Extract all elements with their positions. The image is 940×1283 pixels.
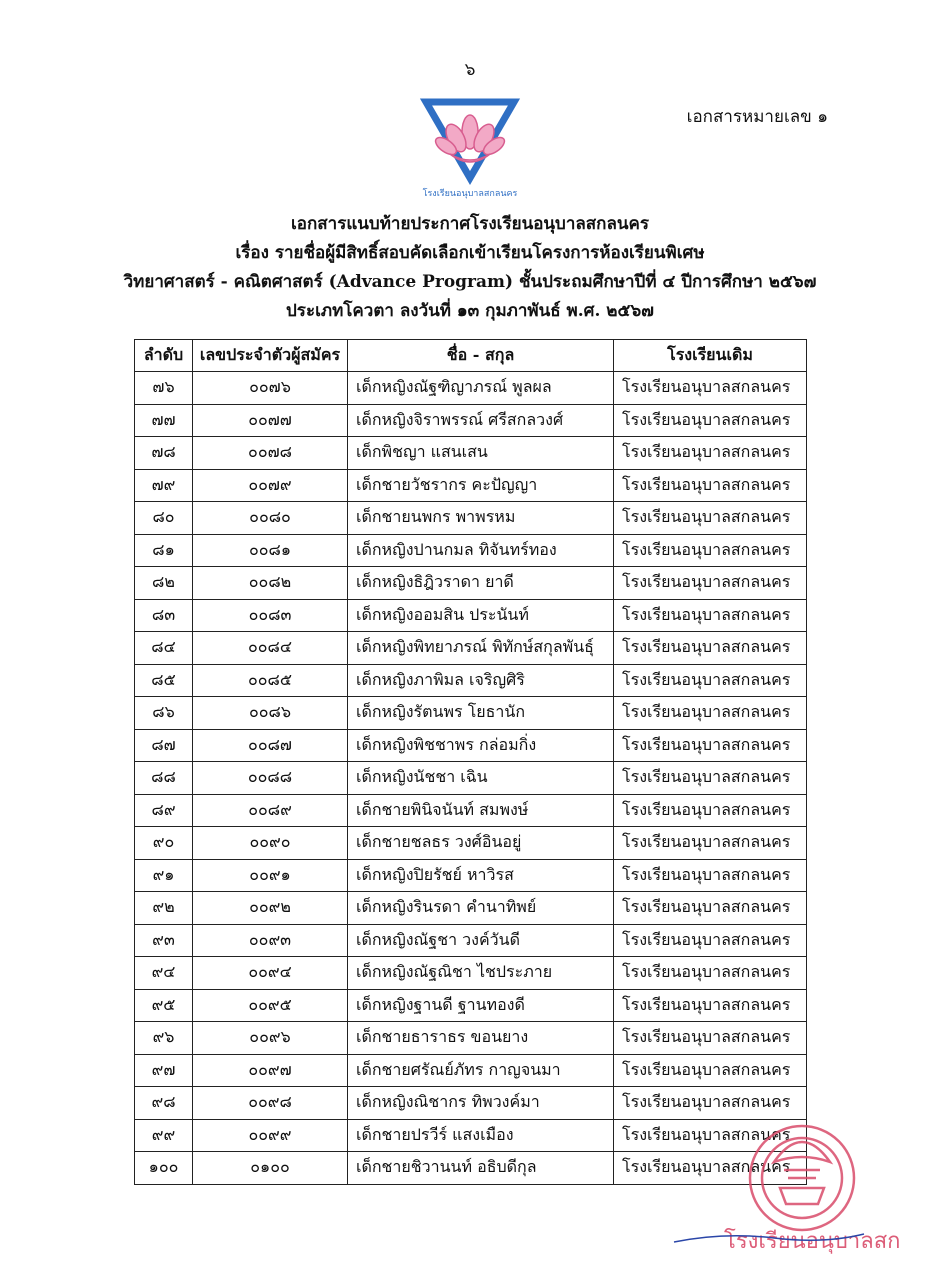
cell-order: ๘๕ <box>135 664 193 697</box>
document-reference: เอกสารหมายเลข ๑ <box>686 107 828 127</box>
cell-full-name: เด็กหญิงณิชากร ทิพวงค์มา <box>348 1087 614 1120</box>
cell-applicant-id: ๐๐๘๖ <box>193 697 348 730</box>
cell-previous-school: โรงเรียนอนุบาลสกลนคร <box>614 859 807 892</box>
column-header-applicant-id: เลขประจำตัวผู้สมัคร <box>193 340 348 372</box>
cell-previous-school: โรงเรียนอนุบาลสกลนคร <box>614 534 807 567</box>
cell-order: ๗๘ <box>135 437 193 470</box>
cell-previous-school: โรงเรียนอนุบาลสกลนคร <box>614 1119 807 1152</box>
cell-order: ๙๐ <box>135 827 193 860</box>
cell-full-name: เด็กพิชญา แสนเสน <box>348 437 614 470</box>
cell-full-name: เด็กหญิงนัชชา เฉิน <box>348 762 614 795</box>
cell-applicant-id: ๐๐๙๙ <box>193 1119 348 1152</box>
cell-order: ๙๖ <box>135 1022 193 1055</box>
applicant-table <box>134 339 807 1185</box>
table-row <box>135 599 807 632</box>
cell-previous-school: โรงเรียนอนุบาลสกลนคร <box>614 827 807 860</box>
cell-order: ๘๑ <box>135 534 193 567</box>
table-row <box>135 469 807 502</box>
cell-full-name: เด็กหญิงปิยรัชย์ หาวิรส <box>348 859 614 892</box>
cell-applicant-id: ๐๑๐๐ <box>193 1152 348 1185</box>
header-line-3: วิทยาศาสตร์ - คณิตศาสตร์ (Advance Program) ชั้นประถมศึกษาปีที่ ๔ ปีการศึกษา ๒๕๖๗ <box>123 272 817 292</box>
cell-full-name: เด็กหญิงพิชชาพร กล่อมกิ่ง <box>348 729 614 762</box>
cell-applicant-id: ๐๐๙๒ <box>193 892 348 925</box>
cell-order: ๙๘ <box>135 1087 193 1120</box>
cell-order: ๙๗ <box>135 1054 193 1087</box>
cell-applicant-id: ๐๐๘๓ <box>193 599 348 632</box>
cell-applicant-id: ๐๐๗๙ <box>193 469 348 502</box>
cell-previous-school: โรงเรียนอนุบาลสกลนคร <box>614 924 807 957</box>
cell-previous-school: โรงเรียนอนุบาลสกลนคร <box>614 567 807 600</box>
cell-full-name: เด็กหญิงรัตนพร โยธานัก <box>348 697 614 730</box>
cell-applicant-id: ๐๐๙๗ <box>193 1054 348 1087</box>
cell-previous-school: โรงเรียนอนุบาลสกลนคร <box>614 632 807 665</box>
cell-applicant-id: ๐๐๘๔ <box>193 632 348 665</box>
cell-previous-school: โรงเรียนอนุบาลสกลนคร <box>614 957 807 990</box>
table-row <box>135 1022 807 1055</box>
column-header-previous-school: โรงเรียนเดิม <box>614 340 807 372</box>
table-row <box>135 827 807 860</box>
cell-full-name: เด็กหญิงภาพิมล เจริญศิริ <box>348 664 614 697</box>
cell-previous-school: โรงเรียนอนุบาลสกลนคร <box>614 762 807 795</box>
cell-full-name: เด็กหญิงณัฐณิชา ไชประภาย <box>348 957 614 990</box>
column-header-order: ลำดับ <box>135 340 193 372</box>
table-row <box>135 1087 807 1120</box>
seal-text: โรงเรียนอนุบาลสก <box>724 1229 901 1254</box>
cell-previous-school: โรงเรียนอนุบาลสกลนคร <box>614 664 807 697</box>
cell-full-name: เด็กชายศรัณย์ภัทร กาญจนมา <box>348 1054 614 1087</box>
cell-applicant-id: ๐๐๘๘ <box>193 762 348 795</box>
header-line-2: เรื่อง รายชื่อผู้มีสิทธิ์สอบคัดเลือกเข้าเรียนโครงการห้องเรียนพิเศษ <box>235 243 705 263</box>
school-logo-icon <box>420 96 520 206</box>
cell-applicant-id: ๐๐๗๘ <box>193 437 348 470</box>
official-seal-icon <box>714 1092 901 1256</box>
cell-previous-school: โรงเรียนอนุบาลสกลนคร <box>614 599 807 632</box>
table-row <box>135 567 807 600</box>
cell-order: ๘๒ <box>135 567 193 600</box>
document-header <box>0 210 940 326</box>
header-line-4: ประเภทโควตา ลงวันที่ ๑๓ กุมภาพันธ์ พ.ศ. ๒๕๖๗ <box>286 301 654 321</box>
cell-order: ๘๙ <box>135 794 193 827</box>
cell-order: ๘๗ <box>135 729 193 762</box>
cell-full-name: เด็กหญิงณัฐชา วงค์วันดี <box>348 924 614 957</box>
cell-order: ๙๒ <box>135 892 193 925</box>
cell-order: ๘๘ <box>135 762 193 795</box>
cell-applicant-id: ๐๐๙๓ <box>193 924 348 957</box>
cell-previous-school: โรงเรียนอนุบาลสกลนคร <box>614 502 807 535</box>
cell-previous-school: โรงเรียนอนุบาลสกลนคร <box>614 892 807 925</box>
cell-order: ๘๔ <box>135 632 193 665</box>
cell-full-name: เด็กชายนพกร พาพรหม <box>348 502 614 535</box>
column-header-full-name: ชื่อ - สกุล <box>348 340 614 372</box>
cell-full-name: เด็กหญิงรินรดา คำนาทิพย์ <box>348 892 614 925</box>
cell-full-name: เด็กชายชิวานนท์ อธิบดีกุล <box>348 1152 614 1185</box>
table-row <box>135 762 807 795</box>
table-row <box>135 502 807 535</box>
cell-applicant-id: ๐๐๙๐ <box>193 827 348 860</box>
cell-full-name: เด็กชายพินิจนันท์ สมพงษ์ <box>348 794 614 827</box>
cell-full-name: เด็กหญิงฐานดี ฐานทองดี <box>348 989 614 1022</box>
cell-previous-school: โรงเรียนอนุบาลสกลนคร <box>614 1087 807 1120</box>
cell-full-name: เด็กชายวัชรากร คะปัญญา <box>348 469 614 502</box>
cell-previous-school: โรงเรียนอนุบาลสกลนคร <box>614 794 807 827</box>
cell-order: ๗๗ <box>135 404 193 437</box>
cell-previous-school: โรงเรียนอนุบาลสกลนคร <box>614 1054 807 1087</box>
table-row <box>135 892 807 925</box>
table-row <box>135 794 807 827</box>
table-row <box>135 1054 807 1087</box>
table-row <box>135 372 807 405</box>
cell-previous-school: โรงเรียนอนุบาลสกลนคร <box>614 437 807 470</box>
cell-order: ๘๖ <box>135 697 193 730</box>
page-number: ๖ <box>464 60 476 80</box>
cell-applicant-id: ๐๐๙๖ <box>193 1022 348 1055</box>
table-row <box>135 1119 807 1152</box>
cell-order: ๙๕ <box>135 989 193 1022</box>
cell-previous-school: โรงเรียนอนุบาลสกลนคร <box>614 404 807 437</box>
table-row <box>135 534 807 567</box>
cell-full-name: เด็กหญิงจิราพรรณ์ ศรีสกลวงศ์ <box>348 404 614 437</box>
cell-full-name: เด็กชายธาราธร ขอนยาง <box>348 1022 614 1055</box>
table-row <box>135 957 807 990</box>
cell-full-name: เด็กหญิงออมสิน ประนันท์ <box>348 599 614 632</box>
cell-previous-school: โรงเรียนอนุบาลสกลนคร <box>614 469 807 502</box>
cell-full-name: เด็กหญิงพิทยาภรณ์ พิทักษ์สกุลพันธุ์ <box>348 632 614 665</box>
table-row <box>135 924 807 957</box>
cell-previous-school: โรงเรียนอนุบาลสกลนคร <box>614 697 807 730</box>
cell-applicant-id: ๐๐๗๗ <box>193 404 348 437</box>
cell-applicant-id: ๐๐๘๕ <box>193 664 348 697</box>
cell-full-name: เด็กชายชลธร วงศ์อินอยู่ <box>348 827 614 860</box>
table-row <box>135 404 807 437</box>
cell-applicant-id: ๐๐๘๗ <box>193 729 348 762</box>
cell-order: ๘๓ <box>135 599 193 632</box>
cell-full-name: เด็กหญิงธิฎิวราดา ยาดี <box>348 567 614 600</box>
cell-full-name: เด็กหญิงณัฐฑิญาภรณ์ พูลผล <box>348 372 614 405</box>
cell-applicant-id: ๐๐๙๕ <box>193 989 348 1022</box>
cell-applicant-id: ๐๐๗๖ <box>193 372 348 405</box>
cell-applicant-id: ๐๐๘๙ <box>193 794 348 827</box>
cell-order: ๙๓ <box>135 924 193 957</box>
table-row <box>135 632 807 665</box>
logo-text: โรงเรียนอนุบาลสกลนคร <box>422 189 518 199</box>
table-header-row <box>135 340 807 372</box>
cell-applicant-id: ๐๐๘๒ <box>193 567 348 600</box>
cell-previous-school: โรงเรียนอนุบาลสกลนคร <box>614 1152 807 1185</box>
table-row <box>135 859 807 892</box>
cell-previous-school: โรงเรียนอนุบาลสกลนคร <box>614 989 807 1022</box>
cell-applicant-id: ๐๐๙๘ <box>193 1087 348 1120</box>
table-row <box>135 664 807 697</box>
cell-full-name: เด็กหญิงปานกมล ทิจันทร์ทอง <box>348 534 614 567</box>
cell-applicant-id: ๐๐๙๔ <box>193 957 348 990</box>
cell-order: ๗๖ <box>135 372 193 405</box>
table-row <box>135 989 807 1022</box>
table-row <box>135 729 807 762</box>
cell-order: ๗๙ <box>135 469 193 502</box>
cell-applicant-id: ๐๐๘๐ <box>193 502 348 535</box>
cell-order: ๙๔ <box>135 957 193 990</box>
cell-order: ๙๑ <box>135 859 193 892</box>
cell-previous-school: โรงเรียนอนุบาลสกลนคร <box>614 372 807 405</box>
cell-previous-school: โรงเรียนอนุบาลสกลนคร <box>614 1022 807 1055</box>
table-row <box>135 1152 807 1185</box>
table-row <box>135 697 807 730</box>
cell-applicant-id: ๐๐๘๑ <box>193 534 348 567</box>
table-row <box>135 437 807 470</box>
cell-full-name: เด็กชายปรวีร์ แสงเมือง <box>348 1119 614 1152</box>
cell-order: ๙๙ <box>135 1119 193 1152</box>
cell-applicant-id: ๐๐๙๑ <box>193 859 348 892</box>
cell-order: ๘๐ <box>135 502 193 535</box>
header-line-1: เอกสารแนบท้ายประกาศโรงเรียนอนุบาลสกลนคร <box>290 214 649 234</box>
cell-order: ๑๐๐ <box>135 1152 193 1185</box>
cell-previous-school: โรงเรียนอนุบาลสกลนคร <box>614 729 807 762</box>
